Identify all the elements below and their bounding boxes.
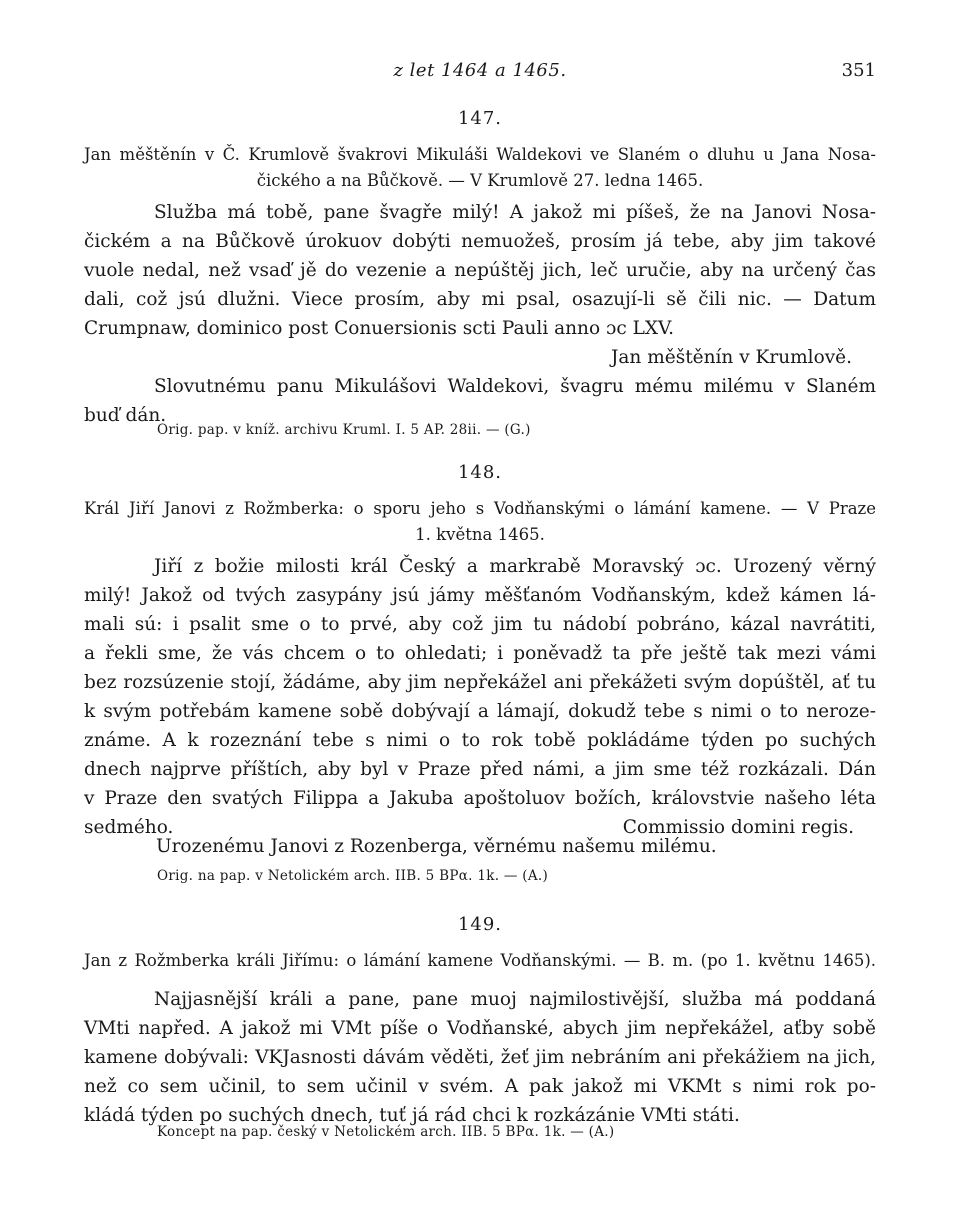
document-regest-149 — [84, 948, 876, 974]
address-line: buď dán. — [84, 405, 167, 426]
text-line: Služba má tobě, pane švagře milý! A jakož mi píšeš, že na Janovi Nosa- — [154, 202, 876, 223]
document-address-148 — [84, 832, 876, 861]
text-line: sedmého. — [84, 817, 174, 838]
text-line: než co sem učinil, to sem učinil v svém. A pak jakož mi VKMt s nimi rok po- — [84, 1076, 876, 1097]
archival-note-149: Koncept na pap. český v Netolickém arch. IIB. 5 BPα. 1k. — (A.) — [157, 1124, 615, 1140]
text-line: mali sú: i psalit sme o to prvé, aby což jim tu nádobí pobráno, kázal navrátiti, — [84, 614, 876, 635]
text-line: bez rozsúzenie stojí, žádáme, aby jim nepřekážel ani překážeti svým dopúštěl, ať tu — [84, 672, 876, 693]
signature: Jan měštěnín v Krumlově. — [610, 347, 852, 368]
text-line: VMti napřed. A jakož mi VMt píše o Vodňanské, abych jim nepřekážel, aťby sobě — [84, 1018, 876, 1039]
text-line: známe. A k rozeznání tebe s nimi o to rok tobě pokládáme týden po suchých — [84, 730, 876, 751]
text-line: Crumpnaw, dominico post Conuersionis scti Pauli anno ɔc LXV. — [84, 318, 675, 339]
text-line: dnech najprve příštích, aby byl v Praze před námi, a jim sme též rozkázali. Dán — [84, 759, 876, 780]
text-line: Jiří z božie milosti král Český a markrabě Moravský ɔc. Urozený věrný — [154, 556, 876, 577]
text-line: čickém a na Bůčkově úrokuov dobýti nemuožeš, prosím já tebe, aby jim takové — [84, 231, 876, 252]
text-line: kládá týden po suchých dnech, tuť já rád chci k rozkázánie VMti státi. — [84, 1105, 740, 1126]
text-line: vuole nedal, než vsaď jě do vezenie a nepúštěj jich, leč uručie, aby na určený čas — [84, 260, 876, 281]
document-text-149 — [84, 985, 876, 1130]
archival-note-147: Orig. pap. v kníž. archivu Kruml. I. 5 AP. 28ii. — (G.) — [157, 422, 531, 438]
regest-line: čického a na Bůčkově. — V Krumlově 27. ledna 1465. — [256, 171, 704, 190]
page-number: 351 — [841, 60, 876, 81]
document-number-148: 148. — [457, 462, 503, 483]
text-line: Najjasnější králi a pane, pane muoj najmilostivější, služba má poddaná — [154, 989, 876, 1010]
document-regest-147 — [84, 142, 876, 194]
document-regest-148 — [84, 496, 876, 548]
running-title: z let 1464 a 1465. — [393, 60, 567, 81]
text-line: dali, což jsú dlužni. Viece prosím, aby mi psal, osazují-li sě čili nic. — Datum — [84, 289, 876, 310]
text-line: kamene dobývali: VKJasnosti dávám věděti, žeť jim nebráním ani překážiem na jich, — [84, 1047, 876, 1068]
regest-line: 1. května 1465. — [415, 525, 545, 544]
address-line: Slovutnému panu Mikulášovi Waldekovi, švagru mému milému v Slaném — [154, 376, 876, 397]
commissio-note: Commissio domini regis. — [622, 817, 854, 838]
regest-line: Král Jiří Janovi z Rožmberka: o sporu jeho s Vodňanskými o lámání kamene. — V Praze — [84, 499, 876, 518]
document-text-147 — [84, 198, 876, 372]
regest-line: Jan z Rožmberka králi Jiřímu: o lámání kamene Vodňanskými. — B. m. (po 1. květnu 1465). — [84, 951, 876, 970]
address-line: Urozenému Janovi z Rozenberga, věrnému našemu milému. — [156, 836, 717, 857]
document-number-149: 149. — [457, 914, 503, 935]
document-text-148 — [84, 552, 876, 842]
document-number-147: 147. — [457, 108, 503, 129]
text-line: k svým potřebám kamene sobě dobývají a lámají, dokudž tebe s nimi o to neroze- — [84, 701, 876, 722]
archival-note-148: Orig. na pap. v Netolickém arch. IIB. 5 BPα. 1k. — (A.) — [157, 868, 549, 884]
text-line: a řekli sme, že vás chcem o to ohledati; i poněvadž ta pře ještě tak mezi vámi — [84, 643, 876, 664]
text-line: milý! Jakož od tvých zasypány jsú jámy měšťanóm Vodňanským, kdež kámen lá- — [84, 585, 876, 606]
text-line: v Praze den svatých Filippa a Jakuba apoštoluov božích, královstvie našeho léta — [84, 788, 876, 809]
regest-line: Jan měštěnín v Č. Krumlově švakrovi Mikuláši Waldekovi ve Slaném o dluhu u Jana Nosa- — [84, 145, 876, 164]
